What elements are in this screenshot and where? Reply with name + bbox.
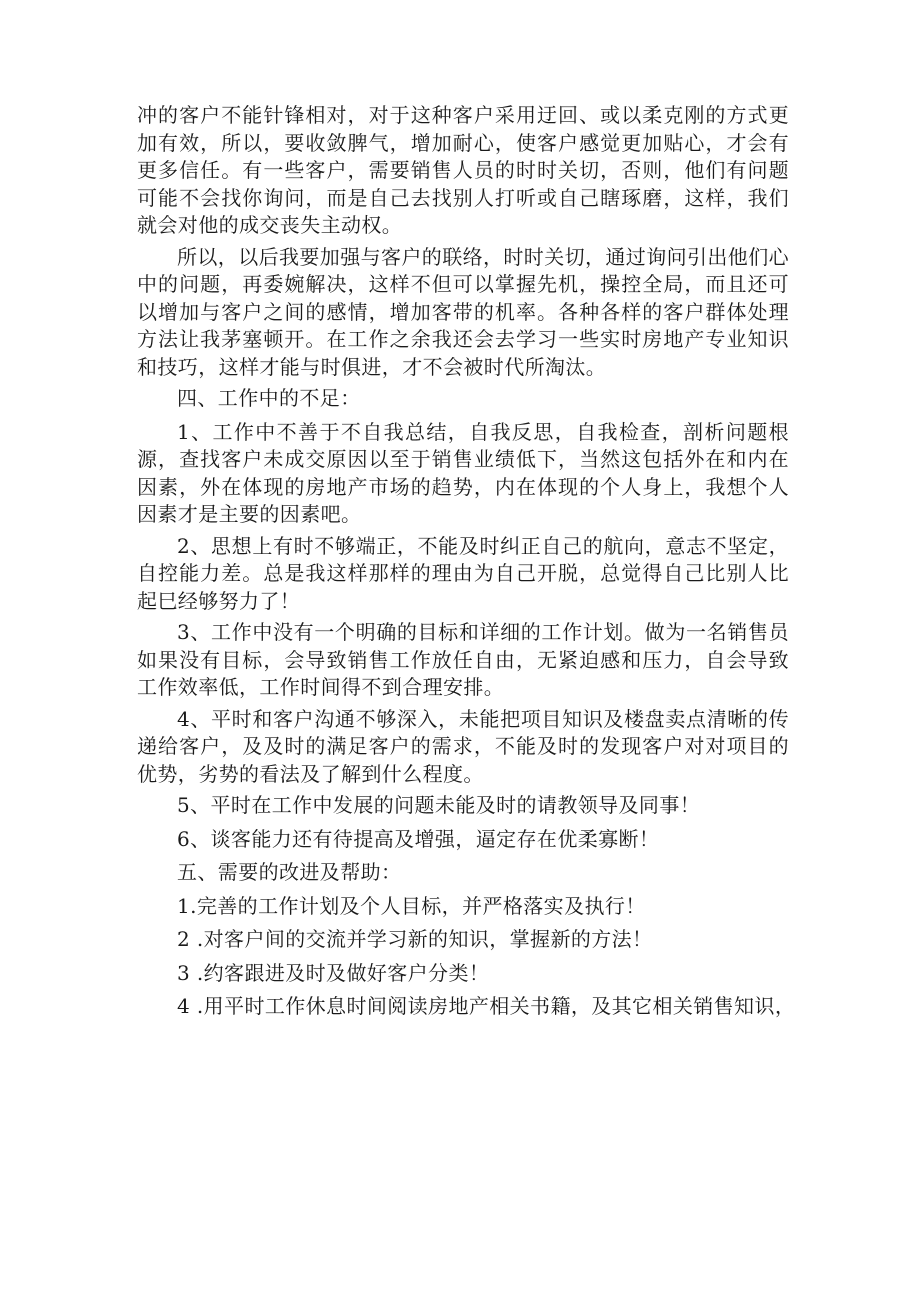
section-heading-improvements: 五、需要的改进及帮助：	[177, 860, 402, 884]
paragraph-customer-handling: 冲的客户不能针锋相对，对于这种客户采用迂回、或以柔克刚的方式更加有效，所以，要收敛脾气，增加耐心，使客户感觉更加贴心，才会有更多信任。有一些客户，需要销售人员的时时关切，否则，他们有问题可能不会找你询问，而是自己去找别人打听或自己瞎琢磨，这样，我们就会对他的成交丧失主动权。	[137, 103, 789, 237]
shortcoming-item-4: 4、平时和客户沟通不够深入，未能把项目知识及楼盘卖点清晰的传递给客户，及及时的满足客户的需求，不能及时的发现客户对对项目的优势，劣势的看法及了解到什么程度。	[137, 706, 789, 786]
shortcoming-item-5: 5、平时在工作中发展的问题未能及时的请教领导及同事！	[177, 793, 701, 817]
improvement-item-3: 3 .约客跟进及时及做好客户分类！	[177, 960, 490, 985]
shortcoming-item-1: 1、工作中不善于不自我总结，自我反思，自我检查，剖析问题根源，查找客户未成交原因以至于销售业绩低下，当然这包括外在和内在因素，外在体现的房地产市场的趋势，内在体现的个人身上，我想个人因素才是主要的因素吧。	[137, 419, 789, 526]
shortcoming-item-2: 2、思想上有时不够端正，不能及时纠正自己的航向，意志不坚定，自控能力差。总是我这样那样的理由为自己开脱，总觉得自己比别人比起巳经够努力了！	[137, 533, 789, 613]
shortcoming-item-3: 3、工作中没有一个明确的目标和详细的工作计划。做为一名销售员如果没有目标，会导致销售工作放任自由，无紧迫感和压力，自会导致工作效率低，工作时间得不到合理安排。	[137, 620, 789, 699]
improvement-item-1: 1.完善的工作计划及个人目标，并严格落实及执行！	[177, 893, 646, 918]
improvement-item-4: 4 .用平时工作休息时间阅读房地产相关书籍，及其它相关销售知识，	[177, 994, 796, 1018]
improvement-item-2: 2 .对客户间的交流并学习新的知识，掌握新的方法！	[177, 927, 653, 951]
document-body	[137, 102, 796, 1027]
section-heading-shortcomings: 四、工作中的不足：	[177, 386, 361, 410]
paragraph-strengthen-contact: 所以，以后我要加强与客户的联络，时时关切，通过询问引出他们心中的问题，再委婉解决，这样不但可以掌握先机，操控全局，而且还可以增加与客户之间的感情，增加客带的机率。各种各样的客户群体处理方法让我茅塞顿开。在工作之余我还会去学习一些实时房地产专业知识和技巧，这样才能与时俱进，才不会被时代所淘汰。	[137, 244, 789, 379]
shortcoming-item-6: 6、谈客能力还有待提高及增强，逼定存在优柔寡断！	[177, 826, 660, 851]
